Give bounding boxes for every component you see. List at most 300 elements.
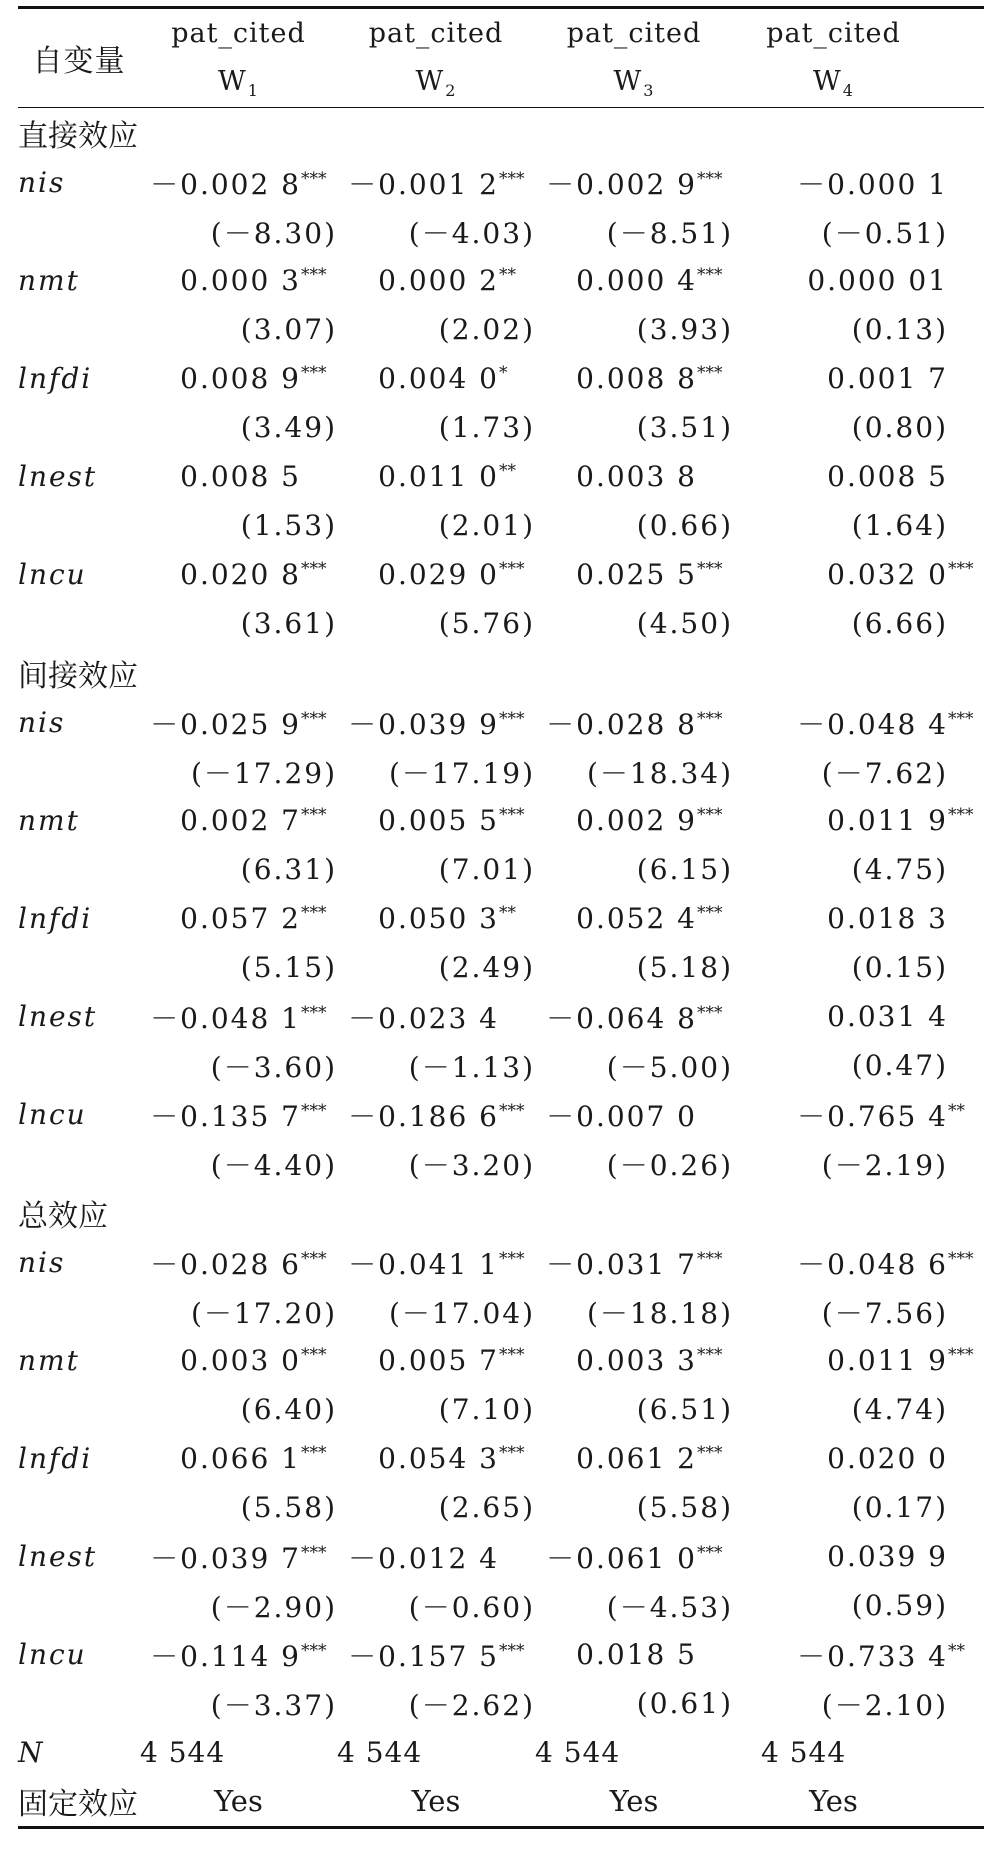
t-statistic-cell: (－2.62): [408, 1688, 535, 1722]
variable-name: nis: [18, 706, 66, 739]
significance-stars: ***: [301, 168, 327, 189]
t-statistic-row: [18, 747, 984, 796]
t-statistic-cell: (4.75): [851, 853, 948, 886]
t-statistic-cell: (5.58): [636, 1491, 733, 1524]
coefficient-cell: [535, 1630, 733, 1679]
significance-stars: ***: [499, 1640, 525, 1661]
t-statistic-cell: (0.59): [851, 1589, 948, 1622]
t-statistic-cell: (0.80): [851, 411, 948, 444]
t-statistic-cell: (3.51): [636, 411, 733, 444]
t-statistic-cell: (5.15): [240, 951, 337, 984]
coefficient-cell: [337, 1238, 535, 1287]
significance-stars: ***: [499, 805, 525, 825]
coefficient-value: 0.018 3: [827, 902, 948, 935]
blank-cell: [18, 501, 140, 550]
blank-cell: [18, 1483, 140, 1532]
significance-stars: ***: [499, 1100, 525, 1121]
t-statistic-cell: (6.31): [240, 853, 337, 886]
blank-cell: [18, 1139, 140, 1188]
t-statistic-row: [18, 1287, 984, 1336]
coefficient-cell: [337, 796, 535, 845]
weight-subscript: 2: [445, 80, 457, 100]
coefficient-cell: [733, 452, 984, 501]
t-statistic-cell: (－5.00): [606, 1050, 733, 1084]
coefficient-value: 0.031 4: [827, 1000, 948, 1033]
coefficient-cell: [535, 256, 733, 305]
coefficient-cell: [337, 894, 535, 943]
coefficient-cell: [140, 158, 337, 207]
t-statistic-cell: (7.10): [438, 1393, 535, 1426]
t-statistic-cell: (0.15): [851, 951, 948, 984]
coefficient-cell: [140, 550, 337, 599]
coefficient-cell: [535, 1090, 733, 1139]
significance-stars: ***: [301, 1002, 327, 1023]
coefficient-value: －0.031 7: [546, 1247, 697, 1281]
coefficient-cell: [535, 1336, 733, 1385]
coefficient-cell: [535, 894, 733, 943]
significance-stars: ***: [301, 1345, 327, 1365]
significance-stars: ***: [948, 1345, 974, 1365]
t-statistic-cell: (0.61): [636, 1687, 733, 1720]
coefficient-cell: [535, 992, 733, 1041]
significance-stars: ***: [697, 708, 723, 729]
t-statistic-row: [18, 1385, 984, 1434]
t-statistic-cell: (－4.03): [408, 216, 535, 250]
t-statistic-cell: (－8.30): [210, 216, 337, 250]
table-body: [18, 108, 984, 1729]
coefficient-value: －0.061 0: [546, 1541, 697, 1575]
blank-cell: [18, 1385, 140, 1434]
coefficient-cell: [733, 1090, 984, 1139]
coefficient-value: 0.008 9: [180, 362, 301, 395]
coefficient-value: 0.018 5: [576, 1638, 697, 1671]
header-row-2: [18, 58, 984, 108]
coefficient-value: －0.025 9: [150, 707, 301, 741]
coefficient-row: [18, 354, 984, 403]
blank-cell: [18, 1041, 140, 1090]
coefficient-value: 0.029 0: [378, 558, 499, 591]
coefficient-value: －0.028 6: [150, 1247, 301, 1281]
coefficient-cell: [140, 992, 337, 1041]
t-statistic-cell: (－0.51): [821, 216, 948, 250]
t-statistic-cell: (7.01): [438, 853, 535, 886]
coefficient-cell: [733, 1336, 984, 1385]
coefficient-cell: [733, 1238, 984, 1287]
weight-letter: W: [415, 65, 445, 97]
coefficient-value: 0.001 7: [827, 362, 948, 395]
coefficient-row: [18, 158, 984, 207]
coefficient-value: 0.005 7: [378, 1344, 499, 1377]
t-statistic-row: [18, 403, 984, 452]
weight-header-4: [733, 58, 984, 108]
coefficient-value: 0.000 3: [180, 264, 301, 297]
n-value-2: 4 544: [337, 1735, 423, 1769]
coefficient-cell: [337, 1090, 535, 1139]
blank-cell: [18, 1287, 140, 1336]
significance-stars: ***: [948, 559, 974, 579]
significance-stars: ***: [697, 1443, 723, 1463]
t-statistic-row: [18, 1139, 984, 1188]
coefficient-cell: [337, 1630, 535, 1679]
significance-stars: ***: [301, 363, 327, 383]
t-statistic-cell: (4.74): [851, 1393, 948, 1426]
significance-stars: ***: [697, 903, 723, 923]
t-statistic-cell: (3.61): [240, 607, 337, 640]
coefficient-cell: [535, 698, 733, 747]
blank-cell: [18, 403, 140, 452]
significance-stars: ***: [697, 363, 723, 383]
coefficient-cell: [337, 550, 535, 599]
coefficient-cell: [733, 894, 984, 943]
variable-name: nmt: [18, 1344, 80, 1377]
coefficient-value: 0.002 7: [180, 804, 301, 837]
significance-stars: **: [948, 1100, 965, 1121]
t-statistic-cell: (－7.62): [821, 756, 948, 790]
variable-name: lncu: [18, 1638, 87, 1671]
coefficient-row: [18, 550, 984, 599]
t-statistic-cell: (4.50): [636, 607, 733, 640]
t-statistic-cell: (－17.29): [190, 756, 337, 790]
coefficient-cell: [337, 256, 535, 305]
coefficient-row: [18, 452, 984, 501]
coefficient-cell: [140, 1336, 337, 1385]
coefficient-row: [18, 1630, 984, 1679]
coefficient-cell: [535, 1532, 733, 1581]
t-statistic-cell: (6.51): [636, 1393, 733, 1426]
coefficient-value: 0.057 2: [180, 902, 301, 935]
t-statistic-cell: (－1.13): [408, 1050, 535, 1084]
significance-stars: ***: [697, 1345, 723, 1365]
weight-letter: W: [218, 65, 247, 97]
coefficient-cell: [535, 1434, 733, 1483]
coefficient-cell: [733, 354, 984, 403]
variable-name: lnfdi: [18, 362, 93, 395]
weight-letter: W: [813, 65, 842, 97]
coefficient-value: －0.157 5: [348, 1639, 499, 1673]
coefficient-value: 0.004 0: [378, 362, 499, 395]
coefficient-row: [18, 256, 984, 305]
significance-stars: ***: [948, 708, 974, 729]
t-statistic-cell: (6.15): [636, 853, 733, 886]
coefficient-cell: [337, 1434, 535, 1483]
significance-stars: ***: [301, 1248, 327, 1269]
coefficient-cell: [733, 796, 984, 845]
significance-stars: ***: [499, 1443, 525, 1463]
section-header-row: [18, 648, 984, 698]
coefficient-value: －0.002 8: [150, 167, 301, 201]
coefficient-value: －0.023 4: [348, 1001, 499, 1035]
t-statistic-cell: (3.93): [636, 313, 733, 346]
t-statistic-row: [18, 305, 984, 354]
coefficient-value: －0.064 8: [546, 1001, 697, 1035]
weight-header-3: [535, 58, 733, 108]
coefficient-value: 0.000 4: [576, 264, 697, 297]
coefficient-row: [18, 1090, 984, 1139]
coefficient-row: [18, 698, 984, 747]
significance-stars: *: [499, 363, 508, 383]
coefficient-cell: [140, 256, 337, 305]
coefficient-cell: [733, 1434, 984, 1483]
coefficient-value: 0.054 3: [378, 1442, 499, 1475]
significance-stars: ***: [301, 903, 327, 923]
t-statistic-row: [18, 943, 984, 992]
coefficient-cell: [337, 1532, 535, 1581]
variable-name: nis: [18, 1246, 66, 1279]
significance-stars: **: [948, 1640, 965, 1661]
significance-stars: ***: [499, 708, 525, 729]
coefficient-cell: [140, 796, 337, 845]
coefficient-cell: [337, 698, 535, 747]
t-statistic-cell: (0.66): [636, 509, 733, 542]
t-statistic-cell: (－4.40): [210, 1148, 337, 1182]
coefficient-value: 0.005 5: [378, 804, 499, 837]
significance-stars: **: [499, 461, 516, 481]
coefficient-value: －0.186 6: [348, 1099, 499, 1133]
section-title: 直接效应: [18, 119, 138, 154]
t-statistic-row: [18, 1581, 984, 1630]
coefficient-cell: [733, 1532, 984, 1581]
fixed-effects-value-2: Yes: [411, 1784, 461, 1818]
coefficient-value: 0.020 8: [180, 558, 301, 591]
significance-stars: ***: [499, 559, 525, 579]
coefficient-cell: [535, 354, 733, 403]
coefficient-cell: [337, 452, 535, 501]
t-statistic-cell: (5.18): [636, 951, 733, 984]
t-statistic-cell: (1.53): [240, 509, 337, 542]
coefficient-cell: [733, 550, 984, 599]
t-statistic-cell: (－4.53): [606, 1590, 733, 1624]
coefficient-value: －0.765 4: [797, 1099, 948, 1133]
weight-subscript: 3: [643, 80, 655, 100]
significance-stars: ***: [301, 1542, 327, 1563]
t-statistic-cell: (2.01): [438, 509, 535, 542]
dep-var-header-4: pat_cited: [766, 18, 901, 49]
coefficient-value: －0.039 7: [150, 1541, 301, 1575]
coefficient-cell: [535, 158, 733, 207]
t-statistic-cell: (－3.20): [408, 1148, 535, 1182]
blank-cell: [18, 1581, 140, 1630]
coefficient-value: 0.000 01: [807, 264, 948, 297]
coefficient-value: 0.050 3: [378, 902, 499, 935]
blank-cell: [18, 845, 140, 894]
coefficient-cell: [535, 1238, 733, 1287]
section-title: 总效应: [18, 1199, 108, 1234]
significance-stars: ***: [301, 1100, 327, 1121]
coefficient-value: －0.028 8: [546, 707, 697, 741]
coefficient-cell: [535, 550, 733, 599]
t-statistic-cell: (－2.90): [210, 1590, 337, 1624]
coefficient-value: 0.003 8: [576, 460, 697, 493]
t-statistic-cell: (6.66): [851, 607, 948, 640]
coefficient-value: 0.003 0: [180, 1344, 301, 1377]
coefficient-cell: [733, 256, 984, 305]
coefficient-cell: [140, 698, 337, 747]
t-statistic-cell: (6.40): [240, 1393, 337, 1426]
coefficient-value: －0.135 7: [150, 1099, 301, 1133]
t-statistic-row: [18, 845, 984, 894]
n-value-3: 4 544: [535, 1735, 621, 1769]
section-header-row: [18, 1188, 984, 1238]
section-title: 间接效应: [18, 659, 138, 694]
coefficient-value: 0.008 8: [576, 362, 697, 395]
t-statistic-cell: (－3.37): [210, 1688, 337, 1722]
header-row-1: [18, 8, 984, 59]
variable-name: lncu: [18, 1098, 87, 1131]
var-column-header: 自变量: [32, 44, 126, 79]
blank-cell: [18, 599, 140, 648]
variable-name: lnfdi: [18, 902, 93, 935]
t-statistic-cell: (1.64): [851, 509, 948, 542]
coefficient-cell: [733, 698, 984, 747]
coefficient-value: －0.007 0: [546, 1099, 697, 1133]
table-footer: [18, 1728, 984, 1828]
blank-cell: [18, 747, 140, 796]
t-statistic-cell: (－17.20): [190, 1296, 337, 1330]
coefficient-value: －0.001 2: [348, 167, 499, 201]
significance-stars: ***: [948, 805, 974, 825]
coefficient-cell: [535, 452, 733, 501]
n-value-4: 4 544: [761, 1735, 847, 1769]
coefficient-cell: [337, 158, 535, 207]
significance-stars: ***: [697, 1542, 723, 1563]
coefficient-cell: [140, 1090, 337, 1139]
significance-stars: ***: [697, 168, 723, 189]
coefficient-value: 0.020 0: [827, 1442, 948, 1475]
weight-header-1: [140, 58, 337, 108]
coefficient-row: [18, 796, 984, 845]
weight-subscript: 1: [247, 80, 259, 100]
coefficient-value: 0.008 5: [180, 460, 301, 493]
fixed-effects-value-4: Yes: [809, 1784, 858, 1818]
coefficient-cell: [140, 452, 337, 501]
significance-stars: ***: [301, 1640, 327, 1661]
coefficient-cell: [535, 796, 733, 845]
t-statistic-row: [18, 501, 984, 550]
regression-table: [18, 6, 984, 1829]
blank-cell: [18, 305, 140, 354]
significance-stars: ***: [301, 805, 327, 825]
significance-stars: ***: [301, 559, 327, 579]
coefficient-cell: [733, 1630, 984, 1679]
coefficient-value: 0.000 2: [378, 264, 499, 297]
t-statistic-cell: (－0.60): [408, 1590, 535, 1624]
coefficient-cell: [337, 354, 535, 403]
significance-stars: ***: [697, 805, 723, 825]
t-statistic-cell: (0.13): [851, 313, 948, 346]
t-statistic-row: [18, 207, 984, 256]
coefficient-value: 0.032 0: [827, 558, 948, 591]
coefficient-value: 0.011 0: [378, 460, 499, 493]
significance-stars: **: [499, 903, 516, 923]
coefficient-cell: [337, 992, 535, 1041]
t-statistic-cell: (2.65): [438, 1491, 535, 1524]
coefficient-value: 0.039 9: [827, 1540, 948, 1573]
blank-cell: [18, 207, 140, 256]
coefficient-value: －0.000 1: [797, 167, 948, 201]
coefficient-cell: [140, 894, 337, 943]
t-statistic-cell: (2.02): [438, 313, 535, 346]
variable-name: nmt: [18, 804, 80, 837]
significance-stars: ***: [301, 1443, 327, 1463]
coefficient-value: －0.114 9: [150, 1639, 301, 1673]
weight-header-2: [337, 58, 535, 108]
t-statistic-cell: (5.76): [438, 607, 535, 640]
coefficient-row: [18, 992, 984, 1041]
dep-var-header-3: pat_cited: [566, 18, 702, 49]
t-statistic-cell: (－18.34): [586, 756, 733, 790]
coefficient-row: [18, 1434, 984, 1483]
t-statistic-row: [18, 1041, 984, 1090]
fixed-effects-row: [18, 1776, 984, 1828]
t-statistic-cell: (1.73): [438, 411, 535, 444]
variable-name: lnfdi: [18, 1442, 93, 1475]
t-statistic-cell: (2.49): [438, 951, 535, 984]
t-statistic-cell: (－17.04): [388, 1296, 535, 1330]
blank-cell: [18, 1679, 140, 1728]
fixed-effects-value-1: Yes: [214, 1784, 263, 1818]
variable-name: nis: [18, 166, 66, 199]
significance-stars: ***: [948, 1248, 974, 1269]
coefficient-cell: [140, 1434, 337, 1483]
t-statistic-cell: (0.47): [851, 1049, 948, 1082]
significance-stars: ***: [697, 559, 723, 579]
variable-name: nmt: [18, 264, 80, 297]
significance-stars: ***: [301, 708, 327, 729]
fixed-effects-label: 固定效应: [18, 1787, 138, 1822]
blank-cell: [18, 943, 140, 992]
coefficient-value: 0.025 5: [576, 558, 697, 591]
significance-stars: ***: [697, 1002, 723, 1023]
t-statistic-cell: (－18.18): [586, 1296, 733, 1330]
coefficient-value: －0.012 4: [348, 1541, 499, 1575]
fixed-effects-value-3: Yes: [609, 1784, 659, 1818]
weight-letter: W: [613, 65, 643, 97]
t-statistic-cell: (0.17): [851, 1491, 948, 1524]
coefficient-value: 0.008 5: [827, 460, 948, 493]
t-statistic-cell: (3.07): [240, 313, 337, 346]
variable-name: lnest: [18, 1000, 98, 1033]
variable-name: lnest: [18, 460, 98, 493]
coefficient-cell: [733, 158, 984, 207]
t-statistic-cell: (3.49): [240, 411, 337, 444]
coefficient-value: －0.039 9: [348, 707, 499, 741]
coefficient-value: －0.733 4: [797, 1639, 948, 1673]
weight-subscript: 4: [842, 80, 854, 100]
t-statistic-cell: (5.58): [240, 1491, 337, 1524]
coefficient-value: 0.011 9: [827, 1344, 948, 1377]
t-statistic-cell: (－0.26): [606, 1148, 733, 1182]
t-statistic-cell: (－17.19): [388, 756, 535, 790]
variable-name: lncu: [18, 558, 87, 591]
t-statistic-row: [18, 599, 984, 648]
coefficient-row: [18, 1532, 984, 1581]
coefficient-value: 0.066 1: [180, 1442, 301, 1475]
section-header-row: [18, 108, 984, 159]
coefficient-value: 0.002 9: [576, 804, 697, 837]
significance-stars: ***: [499, 1345, 525, 1365]
coefficient-value: 0.003 3: [576, 1344, 697, 1377]
t-statistic-row: [18, 1679, 984, 1728]
n-value-1: 4 544: [140, 1735, 226, 1769]
dep-var-header-2: pat_cited: [368, 18, 504, 49]
coefficient-value: 0.052 4: [576, 902, 697, 935]
coefficient-value: －0.048 6: [797, 1247, 948, 1281]
significance-stars: ***: [499, 168, 525, 189]
t-statistic-row: [18, 1483, 984, 1532]
coefficient-value: －0.041 1: [348, 1247, 499, 1281]
n-label: N: [18, 1735, 44, 1769]
significance-stars: **: [499, 265, 516, 285]
